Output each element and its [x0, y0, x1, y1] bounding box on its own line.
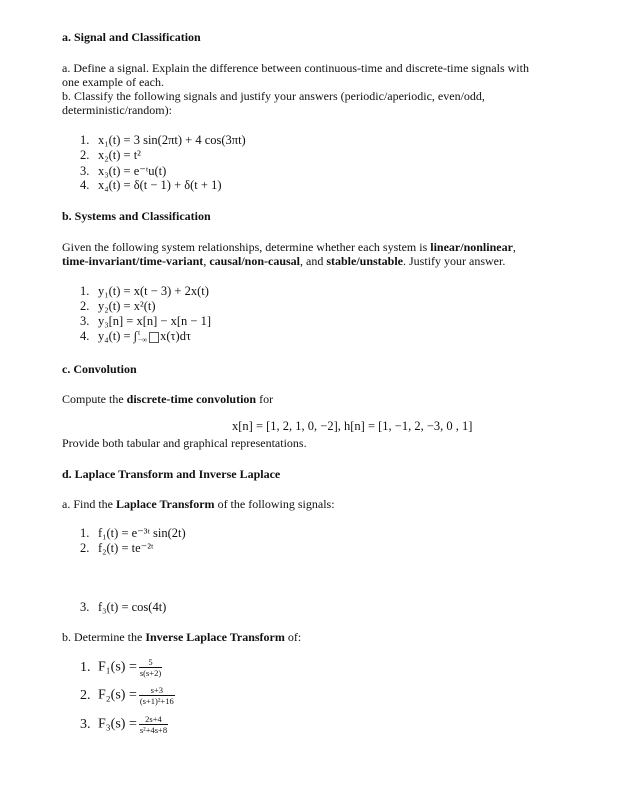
inverse-laplace-item-2: 2. F₂(s) = $\frac{s+3}{\text{(s+1)²+16}}$	[80, 685, 174, 706]
signal-expression: x₂(t) = t²	[98, 148, 141, 162]
system-item-3: 3. y₃[n] = x[n] − x[n − 1]	[80, 314, 211, 328]
section-c-intro: Compute the discrete-time convolution for	[62, 392, 274, 406]
system-expression: y₂(t) = x²(t)	[98, 299, 156, 313]
system-expression: y₄(t) = ∫	[98, 329, 138, 343]
section-a-question-a-line2: one example of each.	[62, 75, 164, 89]
section-d-question-b: b. Determine the Inverse Laplace Transform of:	[62, 630, 302, 644]
section-d-question-a: a. Find the Laplace Transform of the following signals:	[62, 497, 335, 511]
integral-lower-limit: −∞	[138, 336, 148, 345]
section-a-question-b-line1: b. Classify the following signals and justify your answers (periodic/aperiodic, even/odd,	[62, 89, 485, 103]
numerator: 2s+4	[145, 714, 162, 724]
signal-item-1: 1. x₁(t) = 3 sin(2πt) + 4 cos(3πt)	[80, 133, 246, 147]
denominator: s²+4s+8	[139, 725, 168, 735]
denominator: (s+1)²+16	[139, 696, 174, 706]
system-item-1: 1. y₁(t) = x(t − 3) + 2x(t)	[80, 284, 209, 298]
section-c-title: c. Convolution	[62, 362, 137, 376]
laplace-expression: f₁(t) = e⁻³ᵗ sin(2t)	[98, 526, 186, 540]
numerator: 5	[148, 657, 153, 667]
function-lhs: F₂(s) =	[98, 687, 137, 703]
denominator: s(s+2)	[139, 668, 162, 678]
system-item-4: 4. y₄(t) = ∫ t −∞ x(τ)dτ	[80, 329, 191, 345]
section-b-intro-line1: Given the following system relationships, determine whether each system is linear/nonlinear,	[62, 240, 516, 254]
laplace-item-1: 1. f₁(t) = e⁻³ᵗ sin(2t)	[80, 526, 186, 540]
laplace-item-2: 2. f₂(t) = te⁻²ᵗ	[80, 541, 154, 555]
section-b-title: b. Systems and Classification	[62, 209, 211, 223]
section-c-note: Provide both tabular and graphical representations.	[62, 436, 307, 450]
section-a-question-b-line2: deterministic/random):	[62, 103, 172, 117]
function-lhs: F₁(s) =	[98, 659, 137, 675]
section-d-title: d. Laplace Transform and Inverse Laplace	[62, 467, 281, 481]
signal-expression: x₁(t) = 3 sin(2πt) + 4 cos(3πt)	[98, 133, 246, 147]
system-expression: y₃[n] = x[n] − x[n − 1]	[98, 314, 211, 328]
integral-upper-limit: t	[138, 329, 141, 338]
laplace-item-3: 3. f₃(t) = cos(4t)	[80, 600, 167, 614]
signal-expression: x₄(t) = δ(t − 1) + δ(t + 1)	[98, 178, 222, 192]
inverse-laplace-item-3: 3. F₃(s) = $\frac{2s+4}{\text{s²+4s+8}}$	[80, 714, 168, 735]
signal-item-3: 3. x₃(t) = e⁻ᵗu(t)	[80, 164, 167, 178]
signal-item-4: 4. x₄(t) = δ(t − 1) + δ(t + 1)	[80, 178, 222, 192]
system-expression: y₁(t) = x(t − 3) + 2x(t)	[98, 284, 209, 298]
function-lhs: F₃(s) =	[98, 716, 137, 732]
fraction	[139, 714, 168, 735]
signal-item-2: 2. x₂(t) = t²	[80, 148, 141, 162]
section-b-intro-line2: time-invariant/time-variant, causal/non-causal, and stable/unstable. Justify your answer.	[62, 254, 506, 268]
inverse-laplace-item-1: 1. F₁(s) = $\frac{5}{s(s+2)}$	[80, 657, 162, 678]
numerator: s+3	[150, 685, 163, 695]
system-item-2: 2. y₂(t) = x²(t)	[80, 299, 156, 313]
fraction	[139, 685, 175, 706]
fraction	[139, 657, 162, 678]
signal-expression: x₃(t) = e⁻ᵗu(t)	[98, 164, 167, 178]
laplace-expression: f₃(t) = cos(4t)	[98, 600, 167, 614]
laplace-expression: f₂(t) = te⁻²ᵗ	[98, 541, 154, 555]
convolution-equation: x[n] = [1, 2, 1, 0, −2], h[n] = [1, −1, 2, −3, 0 , 1]	[232, 419, 473, 433]
section-a-question-a-line1: a. Define a signal. Explain the difference between continuous-time and discrete-time signals with	[62, 61, 529, 75]
section-a-title: a. Signal and Classification	[62, 30, 201, 44]
missing-glyph-icon	[149, 332, 159, 343]
